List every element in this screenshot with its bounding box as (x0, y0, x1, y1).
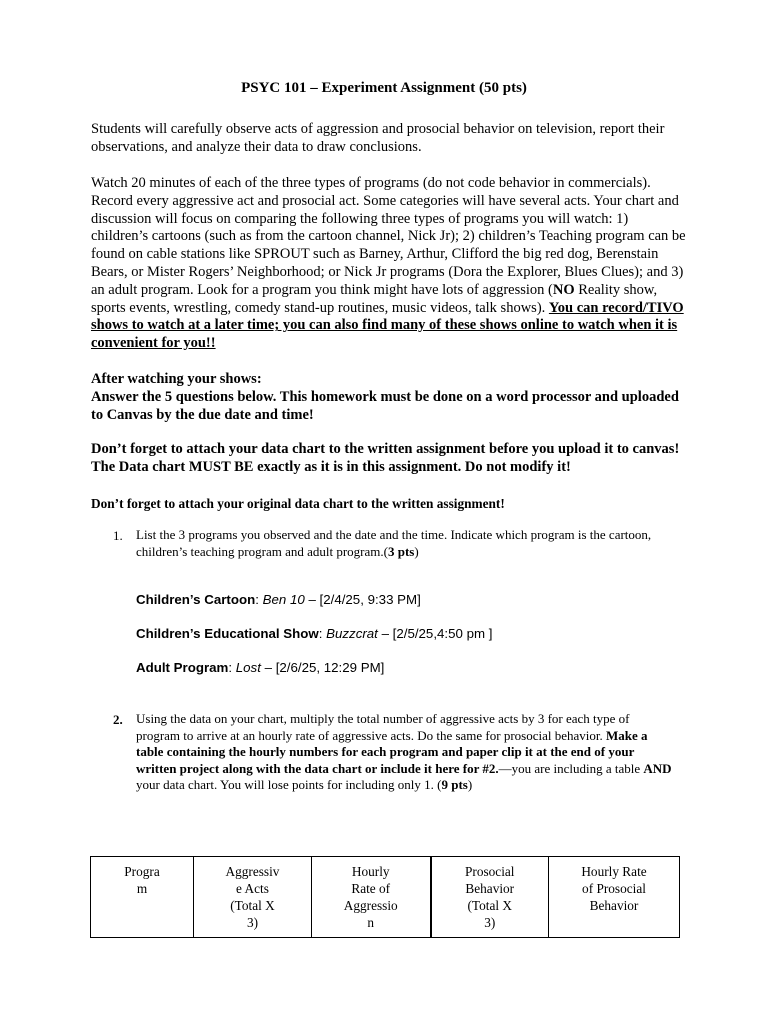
answer-colon: : (318, 626, 323, 641)
question-2-text (136, 711, 676, 794)
question-2-number: 2. (113, 712, 123, 727)
answer-show: Lost (235, 660, 261, 675)
answer-questions-line: Answer the 5 questions below. This homework must be done on a word processor and uploaded to Canvas by the due date and time! (91, 388, 679, 423)
header-program (91, 857, 194, 938)
question-1-close: ) (414, 543, 419, 559)
answer-cartoon (136, 592, 421, 607)
header-hourly-prosocial-text: Hourly Rate of Prosocial Behavior (581, 864, 647, 913)
header-prosocial-behavior (431, 857, 549, 938)
answer-label: Children’s Cartoon (136, 592, 256, 607)
instructions-text: Watch 20 minutes of each of the three types of programs (do not code behavior in commercials). Record every aggressive act and prosocial act. Some categories will have several acts. Your chart and discussion will focus on comparing the following three types of programs you will watch: 1) children’s cartoons (such as from the cartoon channel, Nick Jr); 2) children’s Teaching program can be found on cable stations like SPROUT such as Barney, Arthur, Clifford the big red dog, Berenstain Bears, or Mister Rogers’ Neighborhood; or Nick Jr programs (Dora the Explorer, Blues Clues); and 3) an adult program. Look for a program you think might have lots of aggression ( (91, 175, 686, 298)
table-header-row (91, 857, 680, 938)
header-prosocial-behavior-text: Prosocial Behavior (Total X 3) (465, 864, 515, 930)
header-hourly-aggression (312, 857, 431, 938)
answer-show: Ben 10 (262, 592, 305, 607)
answer-educational (136, 626, 492, 641)
header-hourly-aggression-text: Hourly Rate of Aggressio n (343, 864, 398, 930)
answer-detail: – [2/5/25,4:50 pm ] (377, 626, 493, 641)
instructions-text-2: Reality show, sports events, wrestling, comedy stand-up routines, music videos, talk shows). (91, 281, 658, 316)
answer-detail: – [2/4/25, 9:33 PM] (304, 592, 421, 607)
hourly-rate-table (90, 856, 680, 938)
answer-adult (136, 660, 384, 675)
answer-colon: : (255, 592, 259, 607)
question-2-body: Using the data on your chart, multiply the total number of aggressive acts by 3 for each type of program to arrive at an hourly rate of aggressive acts. Do the same for prosocial behavior. (136, 711, 630, 743)
question-2-close: ) (467, 777, 473, 792)
attach-chart-reminder: Don’t forget to attach your data chart to the written assignment before you upload it to canvas! The Data chart MUST BE exactly as it is in this assignment. Do not modify it! (91, 441, 680, 475)
question-2-and: AND (643, 760, 672, 776)
instructions-paragraph (91, 175, 687, 353)
question-1-body: List the 3 programs you observed and the date and the time. Indicate which program is the cartoon, children’s teaching program and adult program.( (136, 527, 652, 559)
question-1-points: 3 pts (387, 543, 415, 559)
question-2-body-3: your data chart. You will lose points for including only 1. ( (136, 777, 442, 792)
answer-detail: – [2/6/25, 12:29 PM] (260, 660, 385, 675)
answer-colon: : (228, 660, 233, 675)
header-program-text: Progra m (124, 864, 160, 896)
after-watching-line: After watching your shows: (91, 371, 262, 387)
question-2-bold: Make a table containing the hourly numbers for each program and paper clip it at the end of your written project along with the data chart or include it here for #2. (136, 727, 648, 776)
question-2-points: 9 pts (441, 777, 468, 792)
question-2-body-2: —you are including a table (498, 760, 644, 776)
answer-label: Children’s Educational Show (136, 626, 319, 641)
attach-original-reminder: Don’t forget to attach your original data chart to the written assignment! (91, 496, 505, 511)
answer-label: Adult Program (136, 660, 229, 675)
header-hourly-prosocial (549, 857, 680, 938)
intro-paragraph: Students will carefully observe acts of aggression and prosocial behavior on television, report their observations, and analyze their data to draw conclusions. (91, 121, 665, 155)
header-aggressive-acts (194, 857, 312, 938)
answer-show: Buzzcrat (326, 626, 378, 641)
header-aggressive-acts-text: Aggressiv e Acts (Total X 3) (225, 864, 280, 930)
record-note: You can record/TIVO shows to watch at a later time; you can also find many of these shows online to watch when it is convenient for you!! (91, 299, 684, 352)
question-1-text (136, 527, 676, 560)
after-watching-heading (91, 371, 687, 424)
no-emphasis: NO (552, 281, 575, 298)
assignment-title: PSYC 101 – Experiment Assignment (50 pts) (241, 80, 527, 96)
question-1-number: 1. (113, 528, 123, 543)
